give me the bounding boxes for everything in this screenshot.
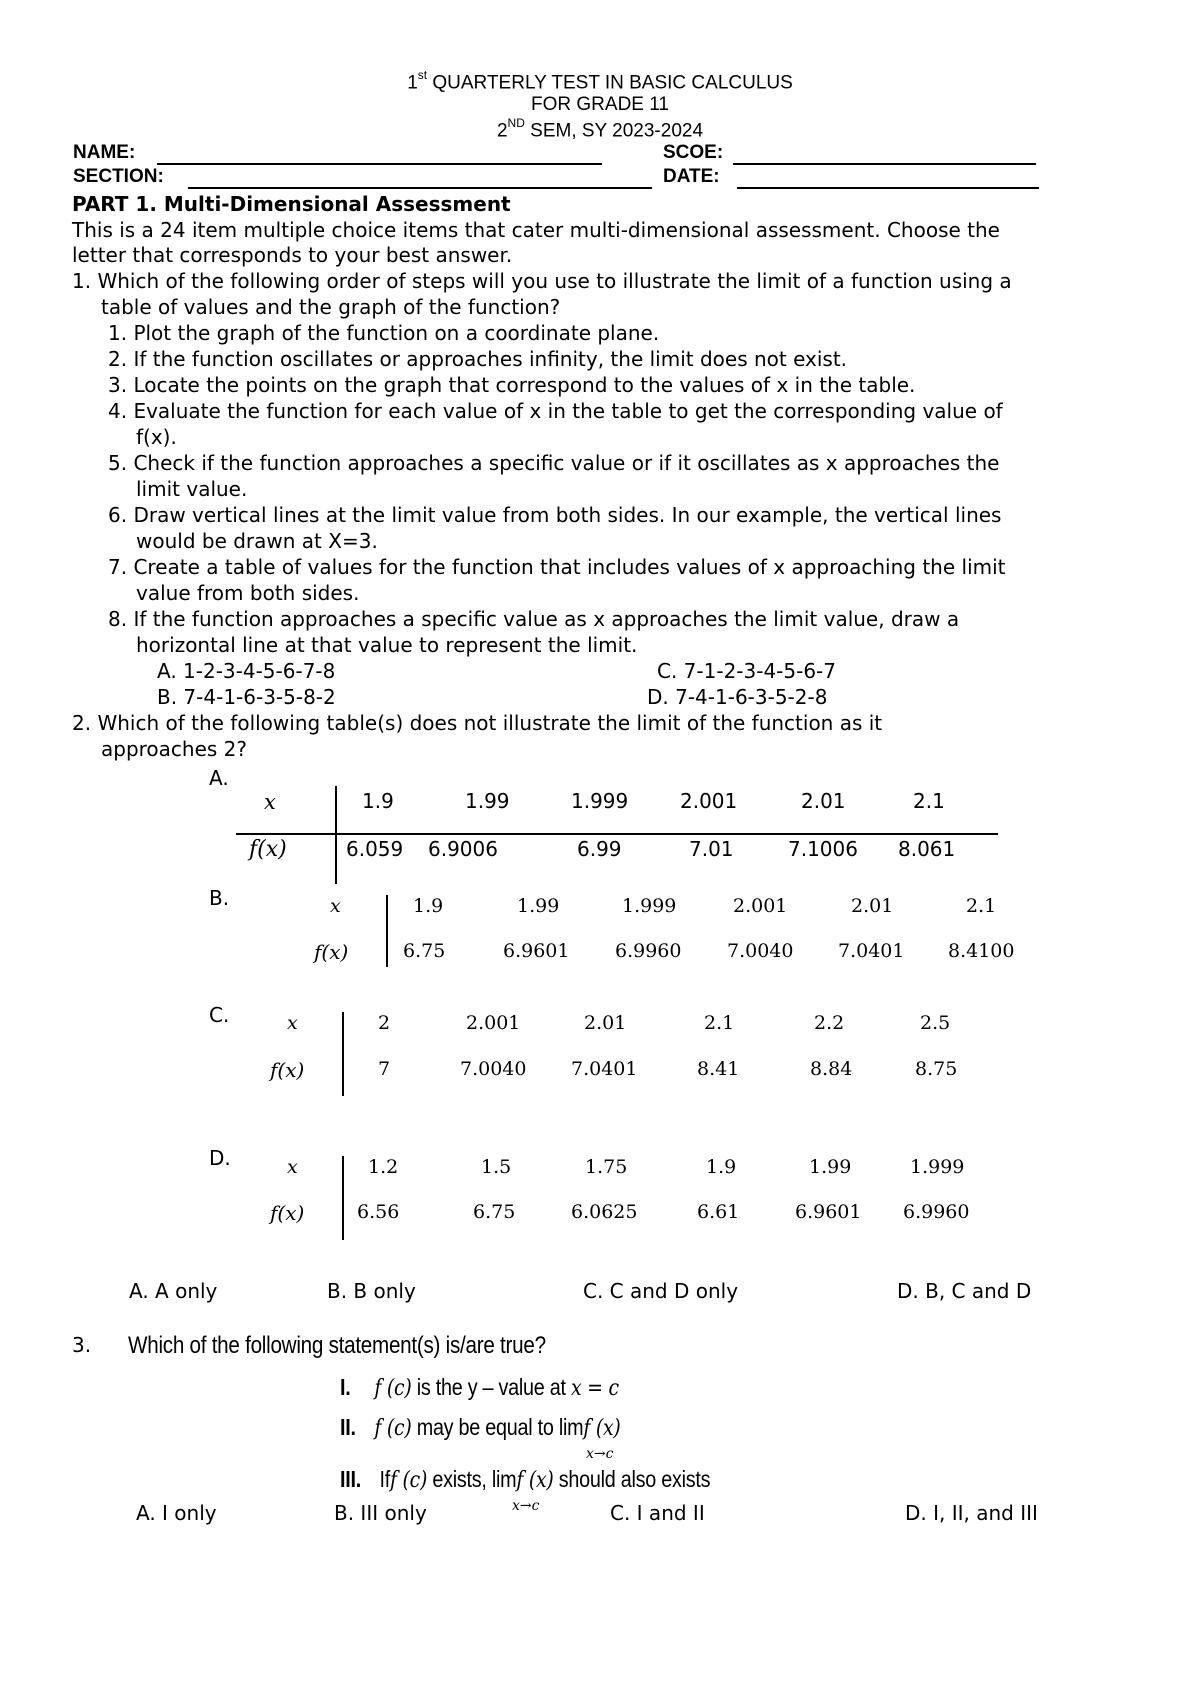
table-cell: 1.99	[809, 1156, 852, 1178]
q1-step: 1. Plot the graph of the function on a coordinate plane.	[108, 321, 660, 345]
table-cell: 2.001	[680, 789, 738, 813]
table-cell: 2.01	[584, 1012, 627, 1034]
q3-choice-b[interactable]: B. III only	[334, 1501, 427, 1525]
table-cell: 2.1	[704, 1012, 735, 1034]
table-cell: 1.999	[622, 895, 677, 917]
table-cell: 1.9	[362, 789, 394, 813]
table-c-divider	[342, 1012, 344, 1096]
q1-step: 8. If the function approaches a specific value as x approaches the limit value, draw a	[108, 607, 960, 631]
table-cell: 2	[378, 1012, 391, 1034]
table-cell: 6.9960	[903, 1201, 970, 1223]
sem-number: 2	[496, 120, 508, 142]
table-b-divider	[386, 895, 388, 967]
table-d-label: D.	[209, 1146, 231, 1170]
table-cell: 1.99	[517, 895, 560, 917]
instructions-line-2: letter that corresponds to your best answer.	[72, 243, 513, 267]
table-cell: 7.0401	[571, 1058, 638, 1080]
table-cell: 7	[378, 1058, 391, 1080]
statement-i-number: I.	[340, 1374, 351, 1400]
table-cell: 2.5	[920, 1012, 951, 1034]
q3-number: 3.	[72, 1333, 92, 1357]
statement-ii-fc: f (c)	[374, 1416, 412, 1441]
q1-step-cont: f(x).	[136, 425, 177, 449]
table-cell: 7.01	[689, 837, 734, 861]
test-title	[0, 70, 1200, 94]
q1-step: 4. Evaluate the function for each value of x in the table to get the corresponding value of	[108, 399, 1003, 423]
table-cell: 1.75	[585, 1156, 628, 1178]
q2-choice-b[interactable]: B. B only	[327, 1279, 416, 1303]
table-cell: 2.01	[851, 895, 894, 917]
q1-choice-a[interactable]: A. 1-2-3-4-5-6-7-8	[157, 659, 336, 683]
table-a-x-header: x	[264, 790, 276, 814]
table-a-divider	[335, 786, 337, 884]
table-cell: 6.56	[357, 1201, 400, 1223]
table-b-f-header: f(x)	[314, 940, 349, 964]
q1-step: 2. If the function oscillates or approaches infinity, the limit does not exist.	[108, 347, 848, 371]
q3-stem: Which of the following statement(s) is/are true?	[128, 1332, 546, 1359]
section-field[interactable]	[188, 187, 652, 189]
table-cell: 6.61	[697, 1201, 740, 1223]
part-title: PART 1. Multi-Dimensional Assessment	[72, 192, 511, 216]
table-cell: 2.2	[814, 1012, 845, 1034]
title-number: 1	[407, 72, 418, 94]
sem-superscript: ND	[507, 116, 525, 130]
table-cell: 6.9960	[615, 940, 682, 962]
statement-iii-lim: lim	[491, 1466, 517, 1492]
table-cell: 2.001	[466, 1012, 521, 1034]
table-cell: 2.01	[801, 789, 846, 813]
name-label: NAME:	[73, 142, 136, 163]
q1-stem-line-1: 1. Which of the following order of steps will you use to illustrate the limit of a function using a	[72, 269, 1012, 293]
q3-statement-iii	[340, 1466, 710, 1493]
statement-iii-fc: f (c)	[390, 1468, 428, 1493]
table-cell: 8.84	[810, 1058, 853, 1080]
statement-ii-lim: lim	[558, 1414, 584, 1440]
q1-step-cont: horizontal line at that value to represent the limit.	[136, 633, 638, 657]
table-a-label: A.	[209, 766, 229, 790]
table-d-f-header: f(x)	[270, 1201, 305, 1225]
table-c-f-header: f(x)	[270, 1058, 305, 1082]
table-cell: 7.0401	[838, 940, 905, 962]
statement-ii-number: II.	[340, 1414, 356, 1440]
table-cell: 2.1	[913, 789, 945, 813]
statement-ii-subscript: x→c	[586, 1446, 614, 1462]
semester-line	[0, 118, 1200, 142]
statement-ii-text: may be equal to	[411, 1414, 559, 1440]
table-cell: 8.75	[915, 1058, 958, 1080]
table-cell: 6.99	[577, 837, 622, 861]
table-cell: 6.9006	[428, 837, 498, 861]
title-superscript: st	[417, 68, 428, 82]
q1-step: 3. Locate the points on the graph that correspond to the values of x in the table.	[108, 373, 916, 397]
q1-step: 6. Draw vertical lines at the limit value from both sides. In our example, the vertical lines	[108, 503, 1002, 527]
table-c-x-header: x	[287, 1012, 298, 1034]
q3-choice-c[interactable]: C. I and II	[610, 1501, 705, 1525]
score-field[interactable]	[733, 163, 1036, 165]
date-field[interactable]	[737, 187, 1039, 189]
q3-statement-i	[340, 1374, 619, 1401]
statement-i-text: is the y – value at	[411, 1374, 572, 1400]
statement-iii-text1: exists,	[427, 1466, 492, 1492]
q1-step: 5. Check if the function approaches a specific value or if it oscillates as x approaches the	[108, 451, 1000, 475]
q1-choice-c[interactable]: C. 7-1-2-3-4-5-6-7	[657, 659, 836, 683]
q1-step-cont: would be drawn at X=3.	[136, 529, 378, 553]
table-cell: 2.1	[966, 895, 997, 917]
table-cell: 6.9601	[795, 1201, 862, 1223]
q2-stem-line-2: approaches 2?	[101, 737, 248, 761]
q1-step-cont: limit value.	[136, 477, 248, 501]
statement-iii-if: If	[379, 1466, 391, 1492]
table-cell: 6.0625	[571, 1201, 638, 1223]
table-c-label: C.	[209, 1003, 230, 1027]
table-cell: 1.2	[368, 1156, 399, 1178]
table-cell: 6.059	[346, 837, 404, 861]
statement-i-math: x = c	[571, 1376, 619, 1401]
table-cell: 6.9601	[503, 940, 570, 962]
table-a-f-header: f(x)	[249, 837, 287, 862]
q2-choice-a[interactable]: A. A only	[129, 1279, 218, 1303]
statement-i-fc: f (c)	[374, 1376, 412, 1401]
q3-choice-d[interactable]: D. I, II, and III	[905, 1501, 1038, 1525]
q1-step-cont: value from both sides.	[136, 581, 360, 605]
title-text: QUARTERLY TEST IN BASIC CALCULUS	[427, 72, 793, 94]
table-cell: 7.0040	[460, 1058, 527, 1080]
table-a-rule	[236, 833, 998, 835]
table-cell: 1.5	[481, 1156, 512, 1178]
table-cell: 8.4100	[948, 940, 1015, 962]
q1-step: 7. Create a table of values for the function that includes values of x approaching the limit	[108, 555, 1006, 579]
q2-choice-d[interactable]: D. B, C and D	[897, 1279, 1032, 1303]
section-label: SECTION:	[73, 166, 164, 187]
table-cell: 1.999	[910, 1156, 965, 1178]
q3-statement-ii	[340, 1414, 621, 1441]
table-cell: 2.001	[733, 895, 788, 917]
table-d-divider	[342, 1156, 344, 1240]
table-cell: 8.41	[697, 1058, 740, 1080]
statement-ii-fx: f (x)	[583, 1416, 621, 1441]
statement-iii-text2: should also exists	[553, 1466, 711, 1492]
statement-iii-number: III.	[340, 1466, 361, 1492]
sem-text: SEM, SY 2023-2024	[524, 120, 704, 142]
score-label: SCOE:	[663, 142, 724, 163]
table-cell: 1.99	[465, 789, 510, 813]
table-b-x-header: x	[330, 895, 341, 917]
q1-choice-d[interactable]: D. 7-4-1-6-3-5-2-8	[647, 685, 828, 709]
table-d-x-header: x	[287, 1156, 298, 1178]
table-cell: 1.9	[413, 895, 444, 917]
table-cell: 6.75	[403, 940, 446, 962]
table-cell: 7.1006	[788, 837, 858, 861]
name-field[interactable]	[157, 163, 602, 165]
table-cell: 8.061	[898, 837, 956, 861]
table-cell: 6.75	[473, 1201, 516, 1223]
statement-iii-fx: f (x)	[516, 1468, 554, 1493]
q3-choice-a[interactable]: A. I only	[136, 1501, 217, 1525]
instructions-line-1: This is a 24 item multiple choice items that cater multi-dimensional assessment. Choose the	[72, 218, 1000, 242]
q2-stem-line-1: 2. Which of the following table(s) does not illustrate the limit of the function as it	[72, 711, 883, 735]
q2-choice-c[interactable]: C. C and D only	[583, 1279, 739, 1303]
q1-stem-line-2: table of values and the graph of the function?	[101, 295, 561, 319]
table-cell: 1.999	[571, 789, 629, 813]
grade-line: FOR GRADE 11	[531, 94, 669, 115]
table-cell: 7.0040	[727, 940, 794, 962]
table-cell: 1.9	[706, 1156, 737, 1178]
statement-iii-subscript: x→c	[512, 1498, 540, 1514]
table-b-label: B.	[209, 886, 230, 910]
q1-choice-b[interactable]: B. 7-4-1-6-3-5-8-2	[157, 685, 336, 709]
date-label: DATE:	[663, 166, 720, 187]
